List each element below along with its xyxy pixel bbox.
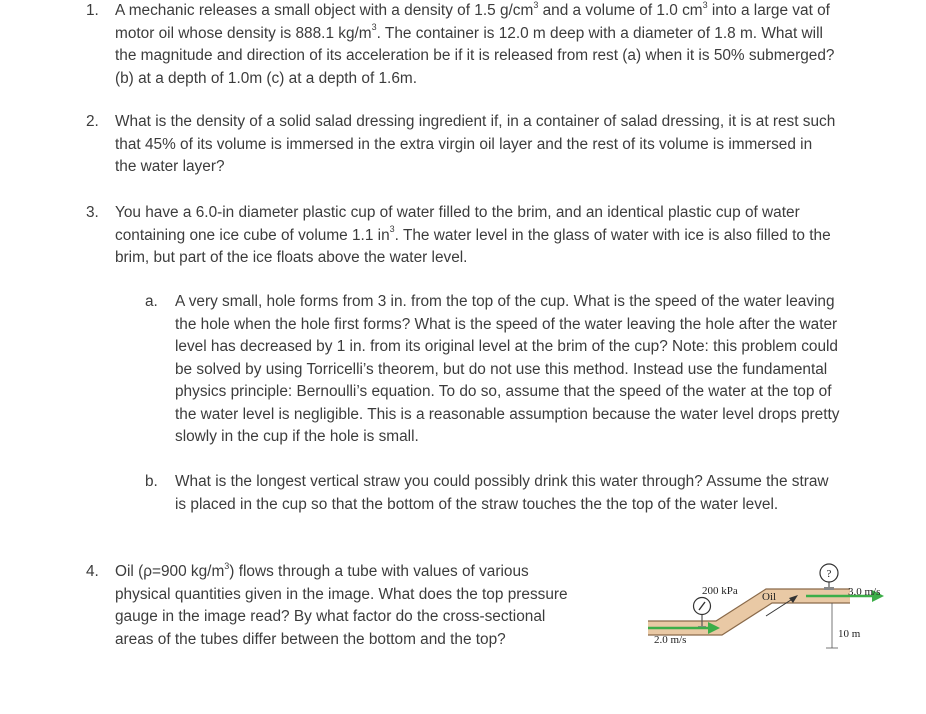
- question-number: 3.: [86, 204, 99, 221]
- question-text: [115, 202, 905, 270]
- subquestion-text: [175, 471, 905, 516]
- text-line: areas of the tubes differ between the bottom and the top?: [115, 630, 506, 648]
- question-number: 4.: [86, 563, 99, 580]
- text-line: slowly in the cup if the hole is small.: [175, 428, 419, 445]
- top-pressure-gauge: [820, 564, 838, 590]
- subquestion-label: b.: [145, 473, 158, 490]
- text-line: be solved by using Torricelli’s theorem, but do not use this method. Instead use the fundamental: [175, 360, 828, 378]
- text-line: physical quantities given in the image. What does the top pressure: [115, 585, 568, 603]
- question-text: [115, 111, 905, 179]
- text-line: What is the longest vertical straw you could possibly drink this water through? Assume the straw: [175, 473, 829, 490]
- text-line: (b) at a depth of 1.0m (c) at a depth of 1.6m.: [115, 69, 417, 87]
- pipe-flow-figure: [648, 556, 918, 670]
- text-line: A very small, hole forms from 3 in. from the top of the cup. What is the speed of the water leaving: [175, 293, 835, 310]
- height-dimension: [826, 603, 838, 648]
- rho-symbol: ρ: [143, 563, 152, 580]
- text-line: level has decreased by 1 in. from its original level at the brim of the cup? Note: this problem could: [175, 338, 838, 355]
- question-number: 1.: [86, 2, 99, 19]
- unknown-pressure-label: ?: [826, 568, 832, 580]
- top-speed-label: 3.0 m/s: [848, 586, 881, 598]
- text-line: motor oil whose density is 888.1 $kg/m^3$. The container is 12.0 m deep with a diameter of 1.8 m. What will: [115, 22, 823, 42]
- fluid-label: Oil: [762, 591, 777, 603]
- pressure-label: 200 kPa: [702, 585, 738, 597]
- text-line: A mechanic releases a small object with a density of 1.5 $g/cm^3$ and a volume of 1.0 $cm^3$ into a large vat of: [115, 0, 830, 19]
- subquestion-text: [175, 291, 905, 449]
- question-number: 2.: [86, 113, 99, 130]
- bottom-speed-label: 2.0 m/s: [654, 634, 687, 646]
- text-line: gauge in the image read? By what factor do the cross-sectional: [115, 608, 546, 625]
- text-line: the hole when the hole first forms? What is the speed of the water leaving the hole after the water: [175, 315, 838, 333]
- text-line: What is the density of a solid salad dressing ingredient if, in a container of salad dressing, it is at rest such: [115, 113, 836, 130]
- text-line: physics principle: Bernoulli’s equation. To do so, assume that the speed of the water at the top of: [175, 383, 832, 400]
- question-text: [115, 561, 615, 651]
- subquestion-label: a.: [145, 293, 158, 310]
- text-line: Oil (ρ=900 $kg/m^3$) flows through a tube with values of various: [115, 560, 529, 580]
- text-line: is placed in the cup so that the bottom of the straw touches the the top of the water level.: [175, 495, 779, 513]
- text-line: containing one ice cube of volume 1.1 $in^3$. The water level in the glass of water with ice is also filled to the: [115, 224, 831, 244]
- text-line: the water level is negligible. This is a reasonable assumption because the water level drops pretty: [175, 405, 840, 423]
- text-line: brim, but part of the ice floats above the water level.: [115, 249, 468, 266]
- text-line: the water layer?: [115, 158, 225, 175]
- question-text: [115, 0, 905, 90]
- text-line: You have a 6.0-in diameter plastic cup of water filled to the brim, and an identical plastic cup of water: [115, 204, 800, 221]
- text-line: the magnitude and direction of its acceleration be if it is released from rest (a) when it is 50% submerged?: [115, 47, 835, 64]
- text-line: that 45% of its volume is immersed in the extra virgin oil layer and the rest of its volume is immersed in: [115, 135, 813, 153]
- height-label: 10 m: [838, 628, 861, 640]
